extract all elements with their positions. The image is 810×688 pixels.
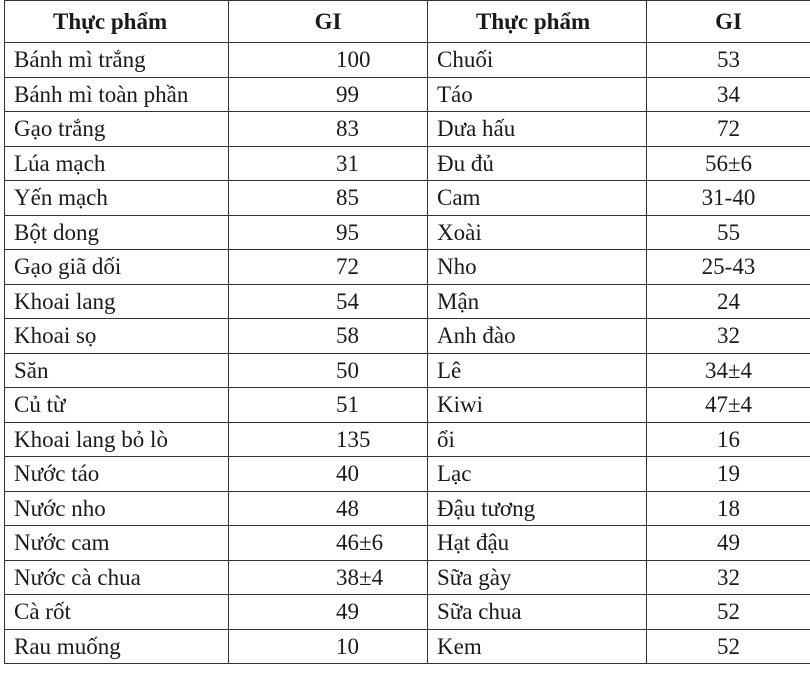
gi-right-cell: 25-43	[647, 250, 810, 285]
gi-right-cell: 31-40	[647, 181, 810, 216]
gi-right-cell: 53	[647, 43, 810, 78]
table-row	[5, 595, 810, 630]
food-left-cell: Nước táo	[5, 457, 229, 492]
food-left-cell: Khoai lang bỏ lò	[5, 422, 229, 457]
food-right-cell: Đu đủ	[428, 146, 647, 181]
food-left-cell: Bánh mì toàn phần	[5, 77, 229, 112]
gi-left-cell: 83	[229, 112, 428, 147]
header-gi-left: GI	[229, 1, 428, 43]
food-right-cell: Lê	[428, 353, 647, 388]
food-left-cell: Bột dong	[5, 215, 229, 250]
gi-left-cell: 54	[229, 284, 428, 319]
gi-right-cell: 34±4	[647, 353, 810, 388]
table-row	[5, 215, 810, 250]
food-left-cell: Gạo giã dối	[5, 250, 229, 285]
gi-left-cell: 10	[229, 629, 428, 664]
gi-left-cell: 135	[229, 422, 428, 457]
gi-left-cell: 31	[229, 146, 428, 181]
gi-right-cell: 18	[647, 491, 810, 526]
table-row	[5, 77, 810, 112]
gi-left-cell: 99	[229, 77, 428, 112]
food-right-cell: Lạc	[428, 457, 647, 492]
table-row	[5, 181, 810, 216]
gi-right-cell: 56±6	[647, 146, 810, 181]
table-row	[5, 388, 810, 423]
gi-right-cell: 52	[647, 629, 810, 664]
gi-right-cell: 32	[647, 319, 810, 354]
food-right-cell: Mận	[428, 284, 647, 319]
food-right-cell: Xoài	[428, 215, 647, 250]
food-right-cell: Kiwi	[428, 388, 647, 423]
gi-left-cell: 85	[229, 181, 428, 216]
food-right-cell: Kem	[428, 629, 647, 664]
food-right-cell: Cam	[428, 181, 647, 216]
gi-left-cell: 49	[229, 595, 428, 630]
gi-left-cell: 40	[229, 457, 428, 492]
food-left-cell: Củ từ	[5, 388, 229, 423]
gi-right-cell: 19	[647, 457, 810, 492]
table-row	[5, 43, 810, 78]
food-left-cell: Bánh mì trắng	[5, 43, 229, 78]
gi-left-cell: 46±6	[229, 526, 428, 561]
gi-right-cell: 16	[647, 422, 810, 457]
gi-left-cell: 58	[229, 319, 428, 354]
food-right-cell: Dưa hấu	[428, 112, 647, 147]
header-row	[5, 1, 810, 43]
header-gi-right: GI	[647, 1, 810, 43]
table-row	[5, 560, 810, 595]
gi-left-cell: 51	[229, 388, 428, 423]
table-row	[5, 319, 810, 354]
food-right-cell: Anh đào	[428, 319, 647, 354]
gi-table	[4, 0, 810, 664]
food-left-cell: Gạo trắng	[5, 112, 229, 147]
food-left-cell: Rau muống	[5, 629, 229, 664]
food-left-cell: Khoai lang	[5, 284, 229, 319]
table-row	[5, 422, 810, 457]
food-left-cell: Khoai sọ	[5, 319, 229, 354]
table-row	[5, 526, 810, 561]
table-row	[5, 353, 810, 388]
gi-right-cell: 55	[647, 215, 810, 250]
table-row	[5, 629, 810, 664]
gi-right-cell: 34	[647, 77, 810, 112]
food-right-cell: Đậu tương	[428, 491, 647, 526]
food-left-cell: Yến mạch	[5, 181, 229, 216]
table-row	[5, 250, 810, 285]
table-row	[5, 146, 810, 181]
gi-left-cell: 100	[229, 43, 428, 78]
header-food-right: Thực phẩm	[428, 1, 647, 43]
food-left-cell: Săn	[5, 353, 229, 388]
gi-right-cell: 52	[647, 595, 810, 630]
table-row	[5, 457, 810, 492]
food-right-cell: ổi	[428, 422, 647, 457]
food-left-cell: Nước cà chua	[5, 560, 229, 595]
gi-left-cell: 50	[229, 353, 428, 388]
table-row	[5, 284, 810, 319]
table-row	[5, 491, 810, 526]
food-left-cell: Nước nho	[5, 491, 229, 526]
header-food-left: Thực phẩm	[5, 1, 229, 43]
gi-left-cell: 95	[229, 215, 428, 250]
table-row	[5, 112, 810, 147]
food-right-cell: Chuối	[428, 43, 647, 78]
gi-right-cell: 24	[647, 284, 810, 319]
food-left-cell: Nước cam	[5, 526, 229, 561]
gi-right-cell: 47±4	[647, 388, 810, 423]
food-left-cell: Lúa mạch	[5, 146, 229, 181]
food-right-cell: Táo	[428, 77, 647, 112]
food-left-cell: Cà rốt	[5, 595, 229, 630]
table-body	[5, 43, 810, 664]
gi-left-cell: 48	[229, 491, 428, 526]
food-right-cell: Sữa chua	[428, 595, 647, 630]
gi-left-cell: 38±4	[229, 560, 428, 595]
food-right-cell: Sữa gày	[428, 560, 647, 595]
food-right-cell: Nho	[428, 250, 647, 285]
gi-right-cell: 32	[647, 560, 810, 595]
gi-right-cell: 49	[647, 526, 810, 561]
gi-right-cell: 72	[647, 112, 810, 147]
gi-left-cell: 72	[229, 250, 428, 285]
food-right-cell: Hạt đậu	[428, 526, 647, 561]
